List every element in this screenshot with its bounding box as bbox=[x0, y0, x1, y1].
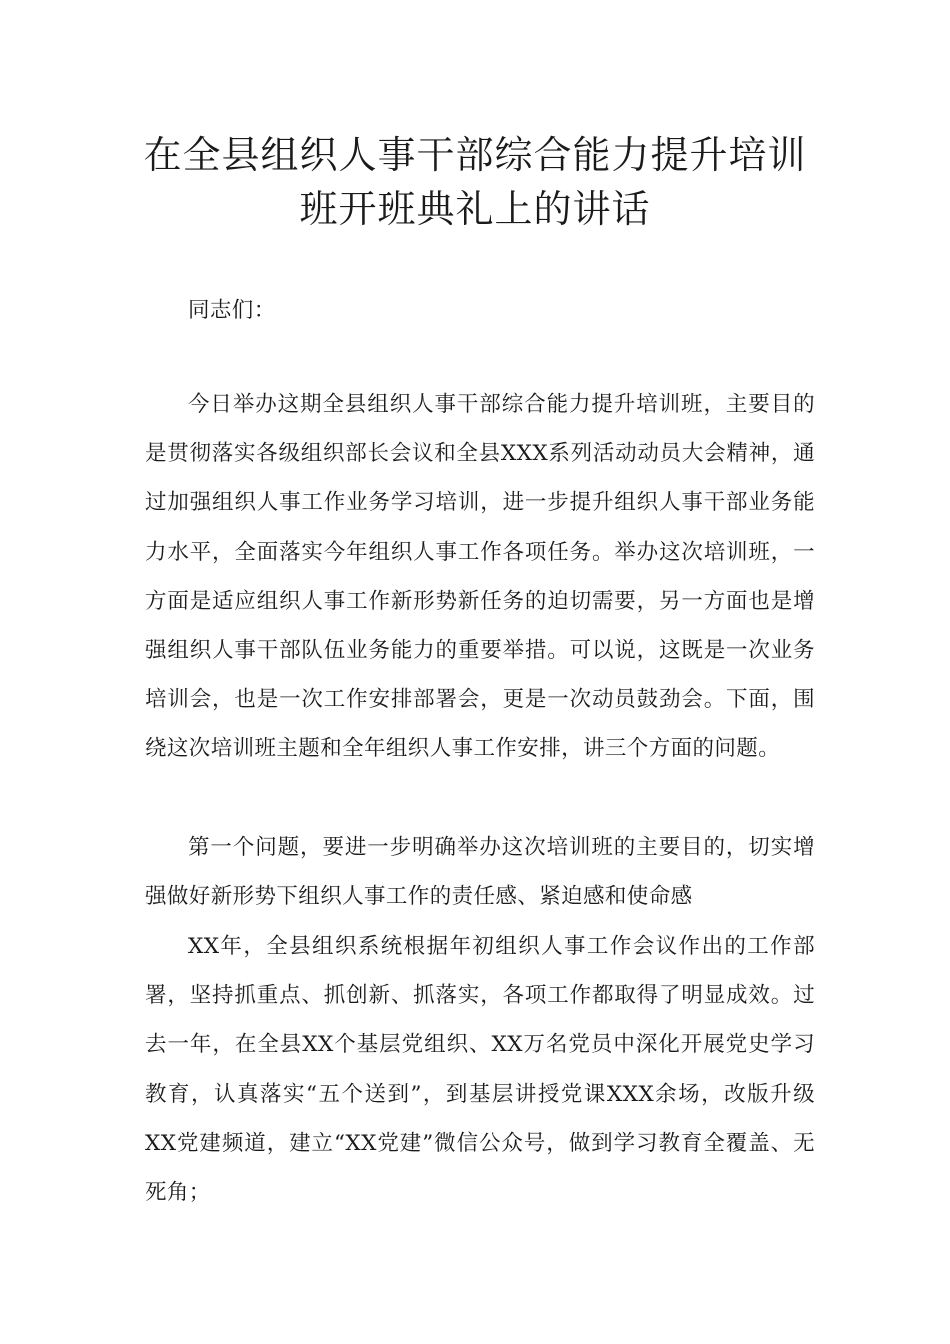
title-line-1: 在全县组织人事干部综合能力提升培训 bbox=[143, 133, 807, 177]
paragraph-3: XX年，全县组织系统根据年初组织人事工作会议作出的工作部署，坚持抓重点、抓创新、抓落实，各项工作都取得了明显成效。过去一年，在全县XX个基层党组织、XX万名党员中深化开展党史学习教育，认真落实“五个送到”，到基层讲授党课XXX余场，改版升级XX党建频道，建立“XX党建”微信公众号，做到学习教育全覆盖、无死角； bbox=[145, 934, 815, 1206]
salutation: 同志们： bbox=[188, 298, 276, 323]
paragraph-1: 今日举办这期全县组织人事干部综合能力提升培训班，主要目的是贯彻落实各级组织部长会议和全县XXX系列活动动员大会精神，通过加强组织人事工作业务学习培训，进一步提升组织人事干部业务能力水平，全面落实今年组织人事工作各项任务。举办这次培训班，一方面是适应组织人事工作新形势新任务的迫切需要，另一方面也是增强组织人事干部队伍业务能力的重要举措。可以说，这既是一次业务培训会，也是一次工作安排部署会，更是一次动员鼓劲会。下面，围绕这次培训班主题和全年组织人事工作安排，讲三个方面的问题。 bbox=[145, 392, 815, 762]
title-line-2: 班开班典礼上的讲话 bbox=[299, 187, 651, 231]
paragraph-2: 第一个问题，要进一步明确举办这次培训班的主要目的，切实增强做好新形势下组织人事工作的责任感、紧迫感和使命感 bbox=[145, 835, 815, 910]
document-title bbox=[120, 128, 830, 236]
